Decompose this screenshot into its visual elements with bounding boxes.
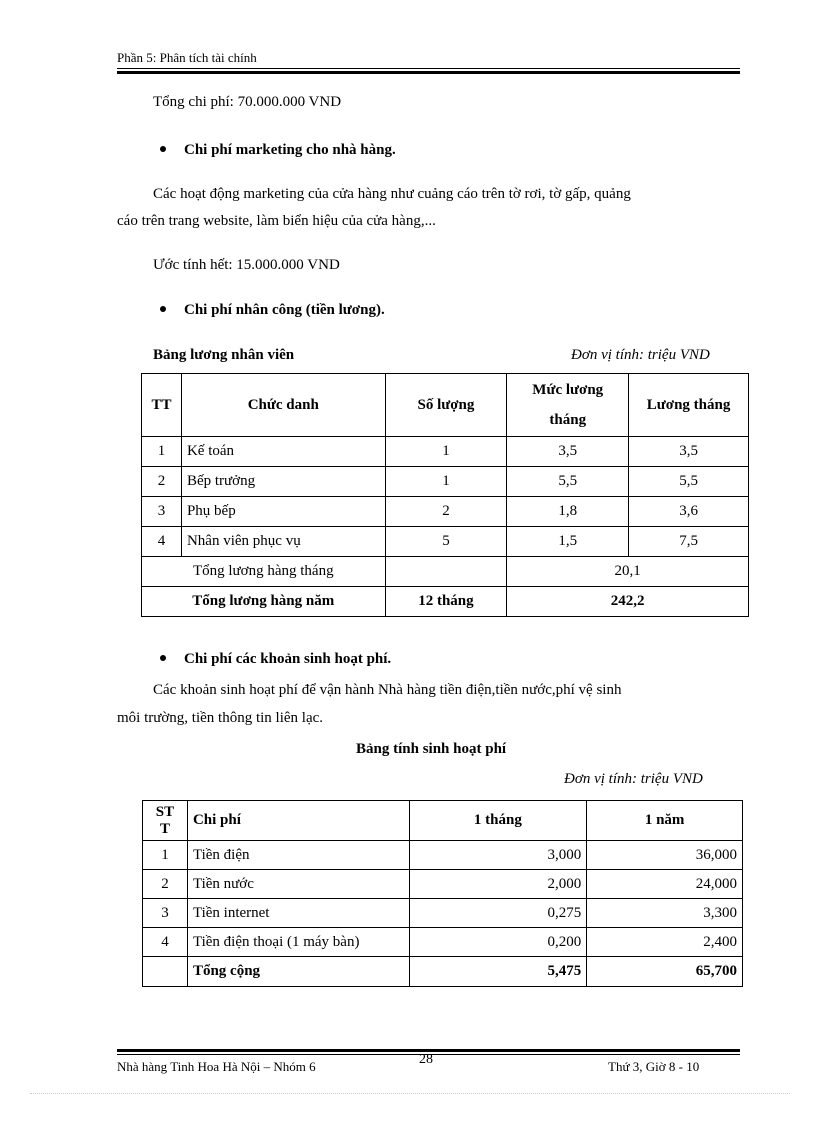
cell-tt: 4	[142, 527, 182, 557]
cell-cost: Tiền internet	[187, 899, 409, 928]
marketing-paragraph-line-1: Các hoạt động marketing của cửa hàng như cuảng cáo trên tờ rơi, tờ gấp, quảng	[153, 186, 631, 202]
living-total-row	[143, 957, 743, 987]
living-paragraph-line-2: môi trường, tiền thông tin liên lạc.	[117, 710, 324, 726]
cell-month: 0,200	[409, 928, 587, 957]
cell-rate: 5,5	[507, 467, 629, 497]
living-header-row	[143, 801, 743, 841]
header-year: 1 năm	[587, 801, 743, 841]
bullet-icon	[160, 306, 166, 312]
living-total-label: Tổng cộng	[187, 957, 409, 987]
marketing-heading: Chi phí marketing cho nhà hàng.	[160, 142, 396, 159]
table-row	[142, 497, 749, 527]
cell-tt: 2	[142, 467, 182, 497]
cell-title: Phụ bếp	[181, 497, 385, 527]
cell-cost: Tiền điện thoại (1 máy bàn)	[187, 928, 409, 957]
header-rule-thick	[117, 71, 740, 74]
living-paragraph-line-1: Các khoản sinh hoạt phí để vận hành Nhà hàng tiền điện,tiền nước,phí vệ sinh	[153, 682, 622, 698]
cell-title: Bếp trưởng	[181, 467, 385, 497]
cell-stt: 1	[143, 841, 188, 870]
marketing-paragraph-line-2: cáo trên trang website, làm biển hiệu của cửa hàng,...	[117, 213, 436, 229]
cell-month: 2,000	[409, 870, 587, 899]
total-month-label: Tổng lương hàng tháng	[142, 557, 386, 587]
header-rule-thin	[117, 68, 740, 69]
labor-heading: Chi phí nhân công (tiền lương).	[160, 302, 385, 319]
header-cost: Chi phí	[187, 801, 409, 841]
cell-monthly: 7,5	[629, 527, 749, 557]
cell-monthly: 3,5	[629, 437, 749, 467]
cell-stt: 2	[143, 870, 188, 899]
header-tt: TT	[142, 374, 182, 437]
bullet-icon	[160, 655, 166, 661]
table-row	[142, 527, 749, 557]
cell-month: 0,275	[409, 899, 587, 928]
cell-qty: 1	[385, 467, 507, 497]
cell-qty: 5	[385, 527, 507, 557]
cell-cost: Tiền nước	[187, 870, 409, 899]
footer-left: Nhà hàng Tinh Hoa Hà Nội – Nhóm 6	[117, 1059, 316, 1074]
cell-month: 3,000	[409, 841, 587, 870]
header-title: Chức danh	[181, 374, 385, 437]
running-header: Phần 5: Phân tích tài chính	[117, 50, 257, 65]
header-stt: ST T	[143, 801, 188, 841]
total-year-label: Tổng lương hàng năm	[142, 587, 386, 617]
salary-total-year-row	[142, 587, 749, 617]
cell-title: Kế toán	[181, 437, 385, 467]
cell-rate: 1,5	[507, 527, 629, 557]
cell-year: 24,000	[587, 870, 743, 899]
page-number: 28	[419, 1052, 433, 1067]
total-month-blank	[385, 557, 507, 587]
table-row	[143, 841, 743, 870]
total-stt-blank	[143, 957, 188, 987]
salary-table	[141, 373, 749, 617]
header-rate: Mức lương tháng	[507, 374, 629, 437]
header-monthly: Lương tháng	[629, 374, 749, 437]
living-cost-table	[142, 800, 743, 987]
living-table-title: Bảng tính sinh hoạt phí	[356, 741, 507, 757]
cell-cost: Tiền điện	[187, 841, 409, 870]
living-heading: Chi phí các khoản sinh hoạt phí.	[160, 651, 391, 668]
total-year-period: 12 tháng	[385, 587, 507, 617]
total-cost-line: Tổng chi phí: 70.000.000 VND	[153, 94, 342, 110]
cell-year: 2,400	[587, 928, 743, 957]
header-qty: Số lượng	[385, 374, 507, 437]
marketing-estimate: Ước tính hết: 15.000.000 VND	[153, 257, 340, 273]
cell-monthly: 3,6	[629, 497, 749, 527]
table-row	[143, 899, 743, 928]
cell-qty: 1	[385, 437, 507, 467]
table-row	[142, 437, 749, 467]
cell-year: 3,300	[587, 899, 743, 928]
living-unit-note: Đơn vị tính: triệu VND	[564, 771, 703, 787]
header-month: 1 tháng	[409, 801, 587, 841]
cell-stt: 3	[143, 899, 188, 928]
page-bottom-dotted-line	[30, 1093, 790, 1094]
salary-header-row	[142, 374, 749, 437]
cell-tt: 3	[142, 497, 182, 527]
table-row	[143, 928, 743, 957]
cell-title: Nhân viên phục vụ	[181, 527, 385, 557]
living-total-month: 5,475	[409, 957, 587, 987]
salary-total-month-row	[142, 557, 749, 587]
cell-tt: 1	[142, 437, 182, 467]
cell-stt: 4	[143, 928, 188, 957]
cell-rate: 3,5	[507, 437, 629, 467]
living-total-year: 65,700	[587, 957, 743, 987]
table-row	[143, 870, 743, 899]
cell-rate: 1,8	[507, 497, 629, 527]
salary-unit-note: Đơn vị tính: triệu VND	[571, 347, 710, 363]
footer-right: Thứ 3, Giờ 8 - 10	[608, 1059, 700, 1074]
total-year-value: 242,2	[507, 587, 749, 617]
cell-monthly: 5,5	[629, 467, 749, 497]
table-row	[142, 467, 749, 497]
total-month-value: 20,1	[507, 557, 749, 587]
cell-year: 36,000	[587, 841, 743, 870]
bullet-icon	[160, 146, 166, 152]
cell-qty: 2	[385, 497, 507, 527]
salary-table-title: Bảng lương nhân viên	[153, 347, 295, 363]
